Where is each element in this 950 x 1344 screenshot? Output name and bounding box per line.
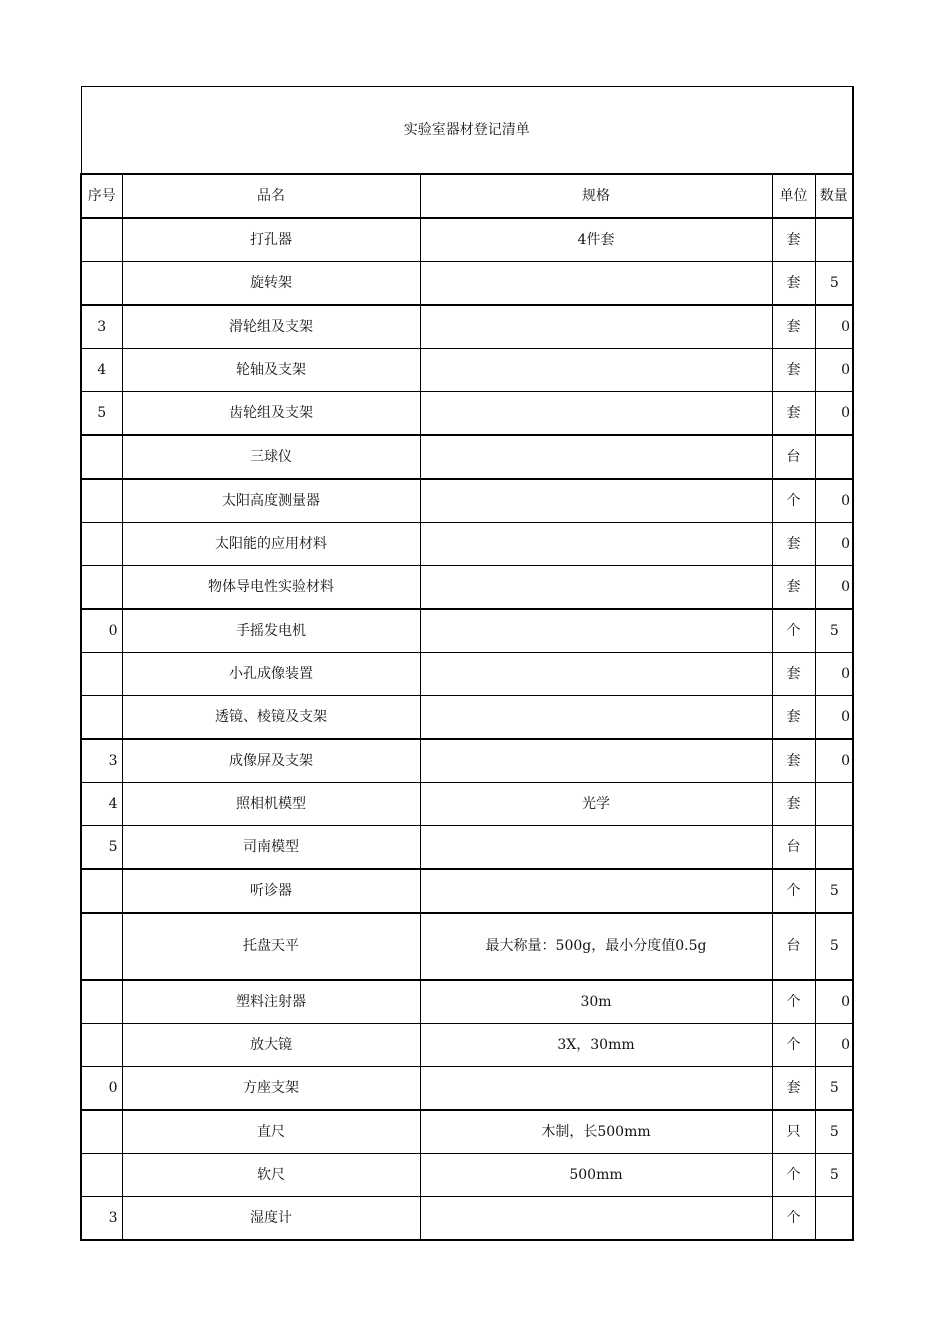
cell-name: 直尺 — [122, 1110, 420, 1154]
cell-name: 小孔成像装置 — [122, 653, 420, 696]
cell-unit: 套 — [772, 783, 815, 826]
cell-no — [81, 869, 122, 913]
table-row — [81, 435, 853, 479]
cell-spec — [420, 1067, 772, 1111]
table-row — [81, 262, 853, 306]
cell-unit: 套 — [772, 696, 815, 740]
cell-no: 4 — [81, 349, 122, 392]
cell-spec — [420, 435, 772, 479]
cell-name: 照相机模型 — [122, 783, 420, 826]
title-row — [81, 87, 853, 175]
cell-spec — [420, 609, 772, 653]
cell-name: 软尺 — [122, 1154, 420, 1197]
table-row — [81, 1067, 853, 1111]
cell-name: 齿轮组及支架 — [122, 392, 420, 436]
table-row — [81, 305, 853, 349]
cell-spec — [420, 566, 772, 610]
header-spec: 规格 — [420, 174, 772, 218]
cell-spec: 4件套 — [420, 218, 772, 262]
cell-unit: 套 — [772, 1067, 815, 1111]
cell-name: 太阳能的应用材料 — [122, 523, 420, 566]
cell-spec — [420, 869, 772, 913]
cell-qty — [815, 435, 853, 479]
cell-qty: 0 — [815, 479, 853, 523]
cell-qty: 0 — [815, 653, 853, 696]
cell-no: 3 — [81, 305, 122, 349]
cell-name: 手摇发电机 — [122, 609, 420, 653]
cell-spec: 500mm — [420, 1154, 772, 1197]
table-row — [81, 1154, 853, 1197]
cell-spec — [420, 1197, 772, 1241]
cell-qty: 0 — [815, 1024, 853, 1067]
cell-no — [81, 523, 122, 566]
cell-spec: 30m — [420, 980, 772, 1024]
cell-unit: 台 — [772, 826, 815, 870]
cell-spec — [420, 349, 772, 392]
cell-spec — [420, 696, 772, 740]
cell-name: 塑料注射器 — [122, 980, 420, 1024]
cell-qty: 0 — [815, 392, 853, 436]
cell-spec — [420, 523, 772, 566]
cell-no — [81, 696, 122, 740]
cell-unit: 套 — [772, 218, 815, 262]
cell-no: 0 — [81, 1067, 122, 1111]
cell-unit: 个 — [772, 479, 815, 523]
cell-unit: 套 — [772, 566, 815, 610]
cell-unit: 个 — [772, 980, 815, 1024]
cell-unit: 个 — [772, 869, 815, 913]
cell-name: 司南模型 — [122, 826, 420, 870]
cell-unit: 个 — [772, 1024, 815, 1067]
table-row — [81, 1024, 853, 1067]
cell-qty: 0 — [815, 980, 853, 1024]
cell-spec — [420, 826, 772, 870]
cell-name: 三球仪 — [122, 435, 420, 479]
cell-unit: 台 — [772, 913, 815, 980]
cell-no: 4 — [81, 783, 122, 826]
cell-no — [81, 653, 122, 696]
cell-spec — [420, 262, 772, 306]
cell-no: 5 — [81, 392, 122, 436]
cell-unit: 个 — [772, 609, 815, 653]
cell-no: 3 — [81, 739, 122, 783]
table-row — [81, 783, 853, 826]
cell-name: 滑轮组及支架 — [122, 305, 420, 349]
cell-qty: 5 — [815, 1110, 853, 1154]
table-row — [81, 1110, 853, 1154]
cell-no — [81, 479, 122, 523]
cell-qty: 0 — [815, 305, 853, 349]
cell-name: 透镜、棱镜及支架 — [122, 696, 420, 740]
cell-qty — [815, 1197, 853, 1241]
table-row — [81, 913, 853, 980]
cell-qty: 0 — [815, 739, 853, 783]
table-row — [81, 609, 853, 653]
cell-spec: 最大称量：500g，最小分度值0.5g — [420, 913, 772, 980]
cell-spec — [420, 305, 772, 349]
cell-no — [81, 1024, 122, 1067]
cell-name: 湿度计 — [122, 1197, 420, 1241]
cell-qty: 5 — [815, 913, 853, 980]
cell-no — [81, 913, 122, 980]
table-row — [81, 826, 853, 870]
table-row — [81, 392, 853, 436]
cell-no — [81, 1110, 122, 1154]
cell-spec: 光学 — [420, 783, 772, 826]
cell-no — [81, 566, 122, 610]
cell-spec — [420, 739, 772, 783]
cell-spec — [420, 479, 772, 523]
cell-spec: 木制，长500mm — [420, 1110, 772, 1154]
cell-name: 方座支架 — [122, 1067, 420, 1111]
cell-name: 轮轴及支架 — [122, 349, 420, 392]
table-row — [81, 696, 853, 740]
cell-qty: 0 — [815, 349, 853, 392]
header-qty: 数量 — [815, 174, 853, 218]
cell-name: 物体导电性实验材料 — [122, 566, 420, 610]
cell-no — [81, 218, 122, 262]
cell-unit: 套 — [772, 392, 815, 436]
sheet-title: 实验室器材登记清单 — [81, 87, 853, 175]
cell-name: 太阳高度测量器 — [122, 479, 420, 523]
cell-unit: 只 — [772, 1110, 815, 1154]
cell-name: 托盘天平 — [122, 913, 420, 980]
header-row — [81, 174, 853, 218]
cell-unit: 个 — [772, 1197, 815, 1241]
equipment-register-table — [80, 86, 854, 1241]
cell-qty: 0 — [815, 523, 853, 566]
table-row — [81, 1197, 853, 1241]
cell-qty — [815, 783, 853, 826]
cell-qty: 0 — [815, 696, 853, 740]
cell-spec — [420, 392, 772, 436]
table-row — [81, 869, 853, 913]
table-row — [81, 653, 853, 696]
cell-qty: 5 — [815, 1067, 853, 1111]
cell-qty: 5 — [815, 609, 853, 653]
header-unit: 单位 — [772, 174, 815, 218]
cell-no — [81, 262, 122, 306]
table-row — [81, 566, 853, 610]
cell-unit: 套 — [772, 653, 815, 696]
cell-name: 成像屏及支架 — [122, 739, 420, 783]
cell-qty: 5 — [815, 262, 853, 306]
cell-name: 旋转架 — [122, 262, 420, 306]
cell-unit: 套 — [772, 523, 815, 566]
table-row — [81, 523, 853, 566]
cell-qty — [815, 218, 853, 262]
cell-no: 0 — [81, 609, 122, 653]
cell-name: 放大镜 — [122, 1024, 420, 1067]
table-row — [81, 349, 853, 392]
cell-unit: 套 — [772, 305, 815, 349]
cell-unit: 套 — [772, 262, 815, 306]
header-no: 序号 — [81, 174, 122, 218]
cell-unit: 套 — [772, 349, 815, 392]
cell-qty — [815, 826, 853, 870]
cell-no — [81, 1154, 122, 1197]
table-row — [81, 739, 853, 783]
cell-unit: 台 — [772, 435, 815, 479]
cell-no: 3 — [81, 1197, 122, 1241]
table-row — [81, 479, 853, 523]
cell-name: 打孔器 — [122, 218, 420, 262]
cell-qty: 5 — [815, 869, 853, 913]
table-row — [81, 980, 853, 1024]
cell-unit: 套 — [772, 739, 815, 783]
cell-no: 5 — [81, 826, 122, 870]
cell-unit: 个 — [772, 1154, 815, 1197]
cell-no — [81, 980, 122, 1024]
cell-spec — [420, 653, 772, 696]
cell-qty: 5 — [815, 1154, 853, 1197]
table-row — [81, 218, 853, 262]
table-body — [81, 87, 853, 1241]
cell-spec: 3X，30mm — [420, 1024, 772, 1067]
cell-name: 听诊器 — [122, 869, 420, 913]
cell-qty: 0 — [815, 566, 853, 610]
cell-no — [81, 435, 122, 479]
header-name: 品名 — [122, 174, 420, 218]
